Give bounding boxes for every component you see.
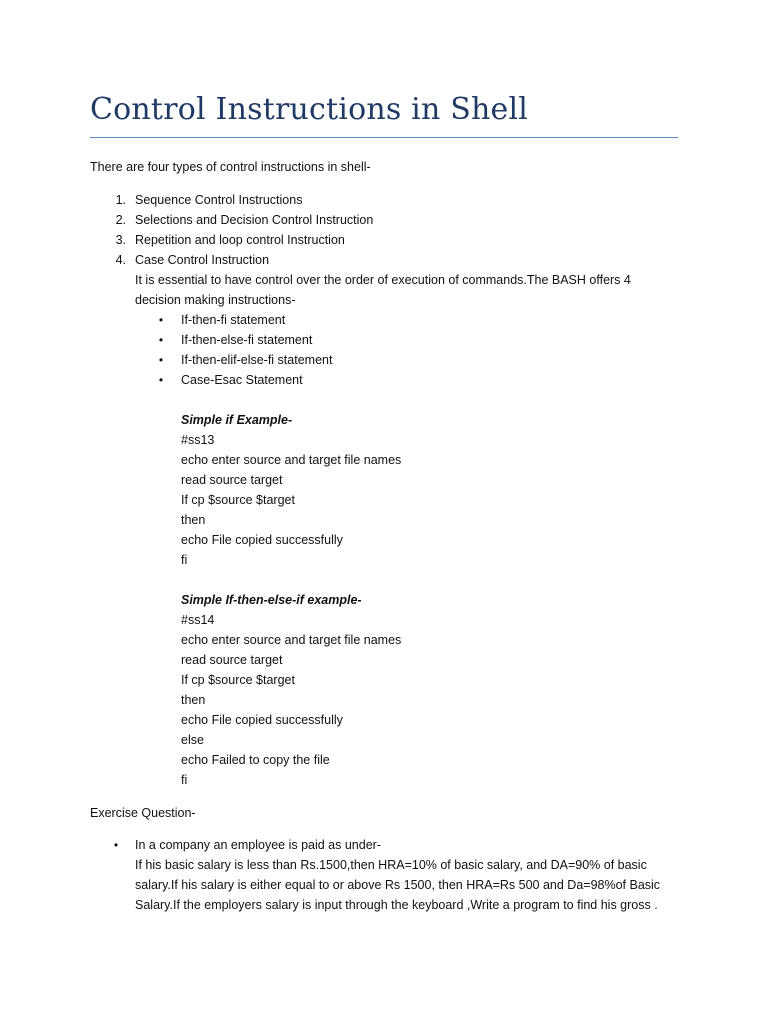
code-line: then — [181, 513, 206, 527]
list-number: 2. — [115, 213, 126, 227]
intro-text: There are four types of control instructions in shell- — [90, 160, 371, 174]
bullet-icon: • — [158, 353, 164, 367]
bullet-icon: • — [158, 313, 164, 327]
code-line: fi — [181, 553, 188, 567]
list-item-text: Sequence Control Instructions — [135, 193, 303, 207]
bullet-item-text: If-then-elif-else-fi statement — [181, 353, 333, 367]
exercise-heading: Exercise Question- — [90, 806, 196, 820]
code-line: then — [181, 693, 206, 707]
example-heading: Simple If-then-else-if example- — [181, 593, 362, 607]
code-line: #ss13 — [181, 433, 215, 447]
code-line: echo File copied successfully — [181, 713, 343, 727]
code-line: else — [181, 733, 204, 747]
code-line: echo enter source and target file names — [181, 633, 402, 647]
example-heading: Simple if Example- — [181, 413, 293, 427]
exercise-text-line: Salary.If the employers salary is input through the keyboard ,Write a program to find his gross . — [135, 898, 658, 912]
bullet-item-text: If-then-fi statement — [181, 313, 286, 327]
code-line: read source target — [181, 653, 283, 667]
exercise-text-line: In a company an employee is paid as under- — [135, 838, 381, 852]
bullet-icon: • — [158, 333, 164, 347]
code-line: echo enter source and target file names — [181, 453, 402, 467]
code-line: If cp $source $target — [181, 493, 295, 507]
case-description-line: It is essential to have control over the order of execution of commands.The BASH offers 4 — [135, 273, 631, 287]
case-description-line: decision making instructions- — [135, 293, 296, 307]
list-number: 3. — [115, 233, 126, 247]
code-line: echo File copied successfully — [181, 533, 343, 547]
list-item-text: Repetition and loop control Instruction — [135, 233, 345, 247]
code-line: echo Failed to copy the file — [181, 753, 330, 767]
code-line: fi — [181, 773, 188, 787]
bullet-icon: • — [113, 838, 119, 852]
bullet-item-text: Case-Esac Statement — [181, 373, 303, 387]
exercise-text-line: If his basic salary is less than Rs.1500,then HRA=10% of basic salary, and DA=90% of basic — [135, 858, 647, 872]
code-line: read source target — [181, 473, 283, 487]
code-line: If cp $source $target — [181, 673, 295, 687]
bullet-icon: • — [158, 373, 164, 387]
list-number: 4. — [115, 253, 126, 267]
exercise-text-line: salary.If his salary is either equal to or above Rs 1500, then HRA=Rs 500 and Da=98%of Basic — [135, 878, 661, 892]
list-item-text: Selections and Decision Control Instruction — [135, 213, 374, 227]
list-item-text: Case Control Instruction — [135, 253, 270, 267]
bullet-item-text: If-then-else-fi statement — [181, 333, 313, 347]
title-underline — [90, 137, 678, 138]
page-title: Control Instructions in Shell — [90, 92, 529, 127]
code-line: #ss14 — [181, 613, 215, 627]
list-number: 1. — [115, 193, 126, 207]
